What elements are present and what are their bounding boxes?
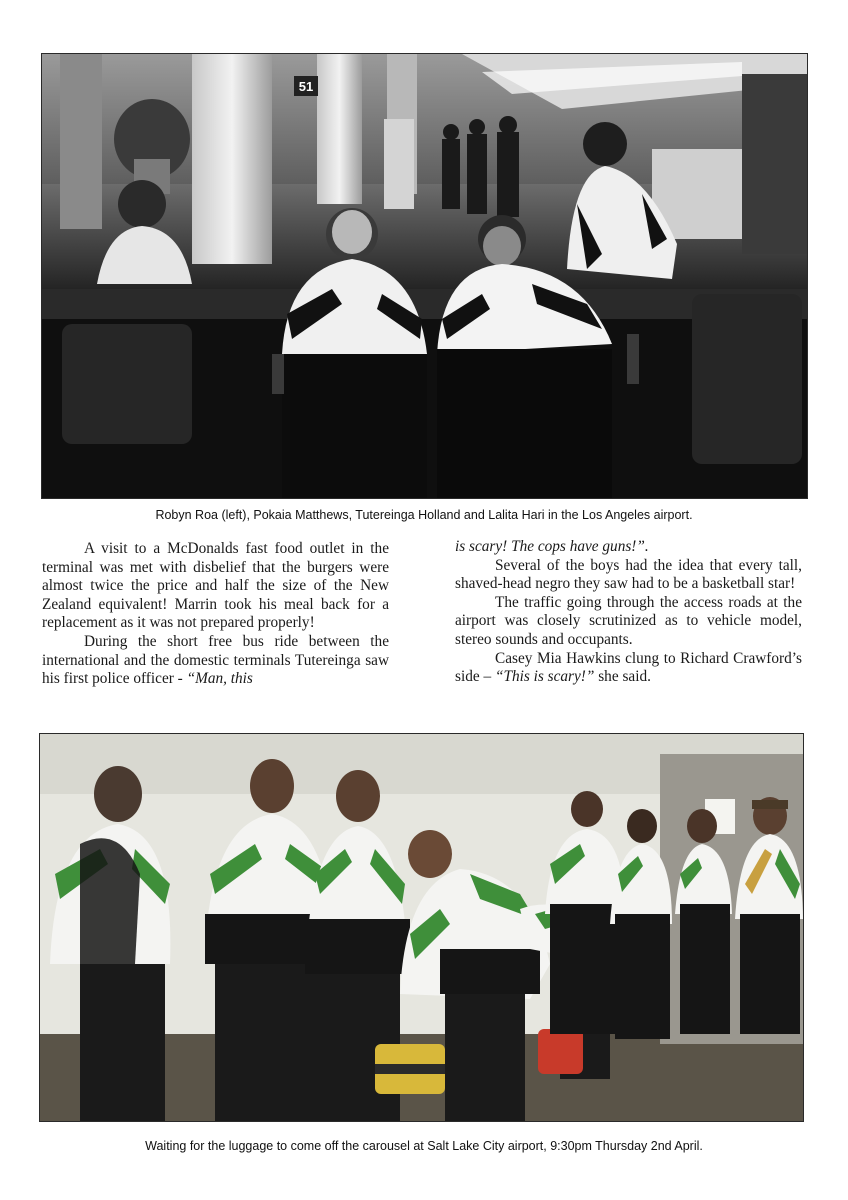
- paragraph-mcdonalds: A visit to a McDonalds fast food outlet in the terminal was met with disbelief that the burgers were almost twice the price and half the size of the New Zealand equivalent! Marrin took his meal back for a replacement as it was not prepared properly!: [42, 540, 389, 632]
- cops-quote: is scary! The cops have guns!”.: [455, 538, 649, 555]
- photo-caption-bottom: Waiting for the luggage to come off the carousel at Salt Lake City airport, 9:30pm Thursday 2nd April.: [145, 1139, 703, 1153]
- photo-salt-lake-city-airport: [39, 733, 804, 1122]
- paragraph-quote-continuation: [455, 538, 802, 557]
- paragraph-traffic: The traffic going through the access roads at the airport was closely scrutinized as to vehicle model, stereo sounds and occupants.: [455, 593, 802, 648]
- casey-quote: “This is scary!”: [494, 668, 595, 686]
- bus-ride-text: During the short free bus ride between the international and the domestic terminals Tutereinga saw his first police officer -: [42, 632, 389, 688]
- paragraph-casey: [455, 650, 802, 687]
- bus-ride-quote: “Man, this: [186, 670, 253, 688]
- casey-end: she said.: [594, 668, 651, 686]
- gate-sign-number: 51: [298, 79, 314, 94]
- casey-text: Casey Mia Hawkins clung to Richard Crawford’s side –: [455, 649, 802, 686]
- text-column-right: [455, 538, 802, 687]
- paragraph-basketball: Several of the boys had the idea that every tall, shaved-head negro they saw had to be a basketball star!: [455, 556, 802, 593]
- text-column-left: [42, 540, 389, 689]
- photo-caption-top: Robyn Roa (left), Pokaia Matthews, Tutereinga Holland and Lalita Hari in the Los Angeles airport.: [155, 508, 693, 522]
- photo-los-angeles-airport: [41, 53, 808, 499]
- photo-bottom-illustration: [40, 734, 803, 1121]
- paragraph-bus-ride: [42, 633, 389, 689]
- photo-top-illustration: [42, 54, 807, 498]
